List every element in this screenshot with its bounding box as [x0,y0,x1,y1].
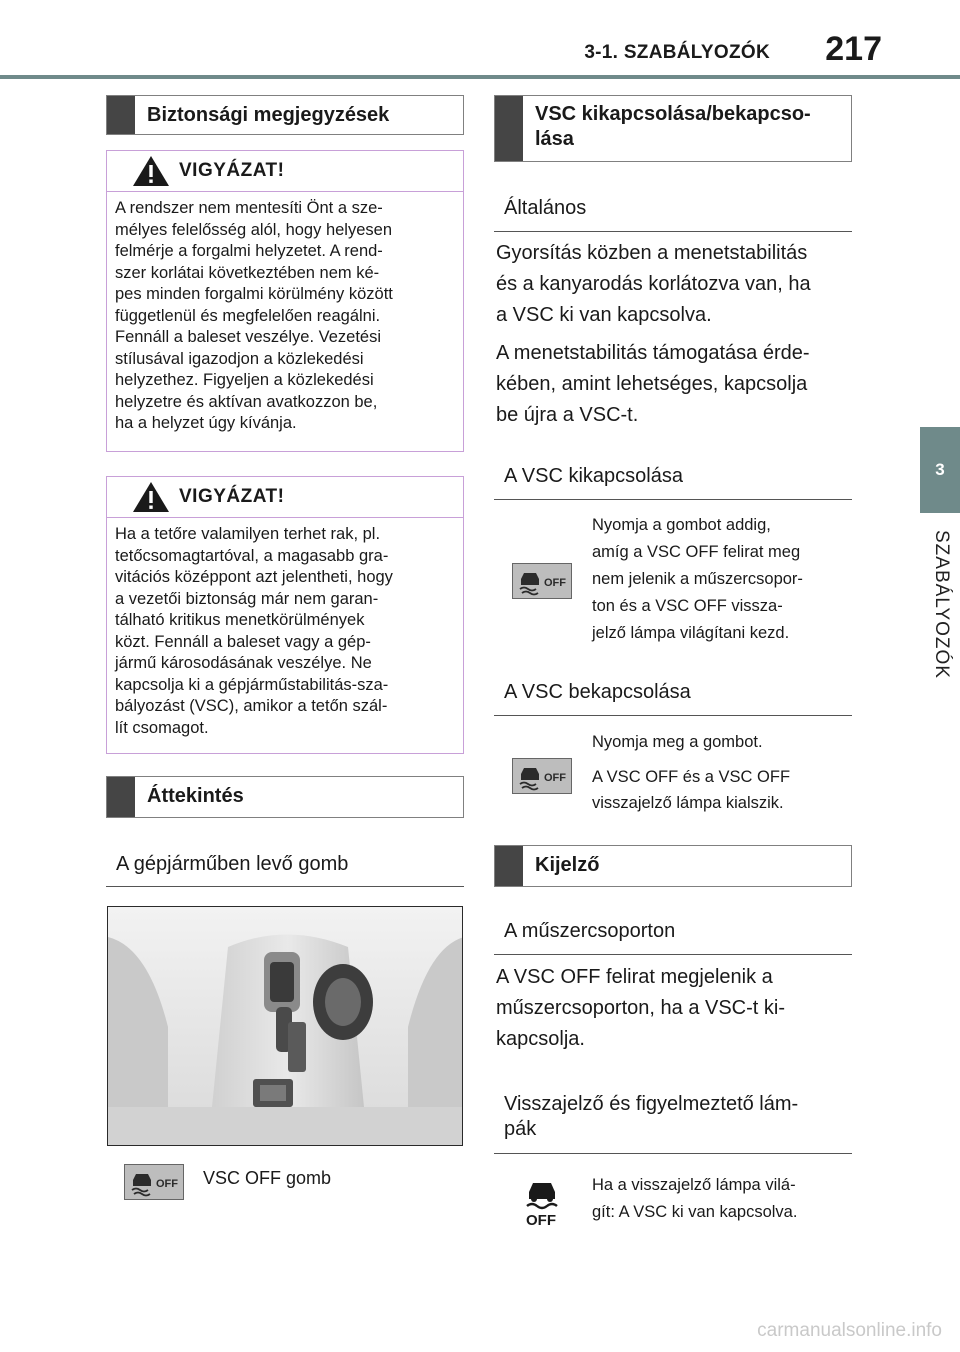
header-rule [0,75,960,79]
section-header-display: Kijelző [494,845,852,887]
cluster-paragraph: A VSC OFF felirat megjelenik a műszercsoporton, ha a VSC-t ki- kapcsolja. [496,966,785,1050]
warning-text: Ha a tetőre valamilyen terhet rak, pl. tetőcsomagtartóval, a magasabb gra- vitációs középpont azt jelentheti, hogy a vezetői biztonság már nem garan- tálható kritikus menetkörülmények közt. Fennáll a baleset vagy a gép- jármű károsodásának veszélye. Ne kapcsolja ki a gépjárműstabilitás-sza- bályozást (VSC), amikor a tetőn szál- lít csomagot. [115,525,393,737]
vsc-off-button-image [124,1164,184,1200]
chapter-tab: 3 [920,427,960,513]
running-header: 3-1. SZABÁLYOZÓK [584,42,770,63]
section-header-vsc: VSC kikapcsolása/bekapcso- lása [494,95,852,162]
section-header-safety: Biztonsági megjegyzések [106,95,464,135]
subheading-instrument-cluster: A műszercsoporton [494,919,852,955]
photo-caption: VSC OFF gomb [203,1168,332,1188]
vsc-on-instruction-1: Nyomja meg a gombot. [592,733,763,751]
vsc-off-icon [125,1165,183,1199]
center-console-illustration [108,907,463,1146]
svg-text:OFF: OFF [156,1178,178,1190]
warning-triangle-icon [131,154,171,188]
svg-text:OFF: OFF [544,577,566,589]
vsc-off-button-image [512,758,572,794]
section-header-overview: Áttekintés [106,776,464,818]
svg-text:OFF: OFF [526,1212,556,1229]
warning-box-2 [106,476,464,754]
subheading-button-in-car: A gépjárműben levő gomb [106,852,464,887]
vsc-off-icon [513,759,571,793]
vsc-off-icon [513,564,571,598]
svg-text:OFF: OFF [544,772,566,784]
watermark: carmanualsonline.info [757,1320,942,1341]
subheading-vsc-on: A VSC bekapcsolása [494,680,852,716]
indicator-text: Ha a visszajelző lámpa vilá- gít: A VSC ki van kapcsolva. [592,1176,798,1221]
subheading-indicator-lamps: Visszajelző és figyelmeztető lám- pák [494,1092,852,1154]
chapter-label: SZABÁLYOZÓK [931,530,952,679]
general-paragraph-1: Gyorsítás közben a menetstabilitás és a kanyarodás korlátozva van, ha a VSC ki van kapcsolva. [496,242,811,326]
warning-text: A rendszer nem mentesíti Önt a sze- mélyes felelősség alól, hogy helyesen felmérje a forgalmi helyzetet. A rend- szer korlátai következtében nem ké- pes minden forgalmi körülmény között függetlenül és megfelelően reagálni. Fennáll a baleset veszélye. Vezetési stílusával igazodjon a közlekedési helyzethez. Figyeljen a közlekedési helyzetre és aktívan avatkozzon be, ha a helyzet úgy kívánja. [115,199,393,432]
subheading-vsc-off: A VSC kikapcsolása [494,464,852,500]
subheading-general: Általános [494,196,852,232]
center-console-photo [107,906,463,1146]
general-paragraph-2: A menetstabilitás támogatása érde- kében, amint lehetséges, kapcsolja be újra a VSC-t. [496,342,810,426]
vsc-off-indicator-icon [522,1177,562,1229]
page-number: 217 [825,30,882,68]
warning-triangle-icon [131,480,171,514]
vsc-off-instructions: Nyomja a gombot addig, amíg a VSC OFF felirat meg nem jelenik a műszercsopor- ton és a VSC OFF vissza- jelző lámpa világítani kezd. [592,516,803,642]
warning-title: VIGYÁZAT! [179,486,285,507]
warning-title: VIGYÁZAT! [179,160,285,181]
vsc-off-button-image [512,563,572,599]
vsc-on-instruction-2: A VSC OFF és a VSC OFF visszajelző lámpa kialszik. [592,768,791,812]
warning-box-1 [106,150,464,452]
